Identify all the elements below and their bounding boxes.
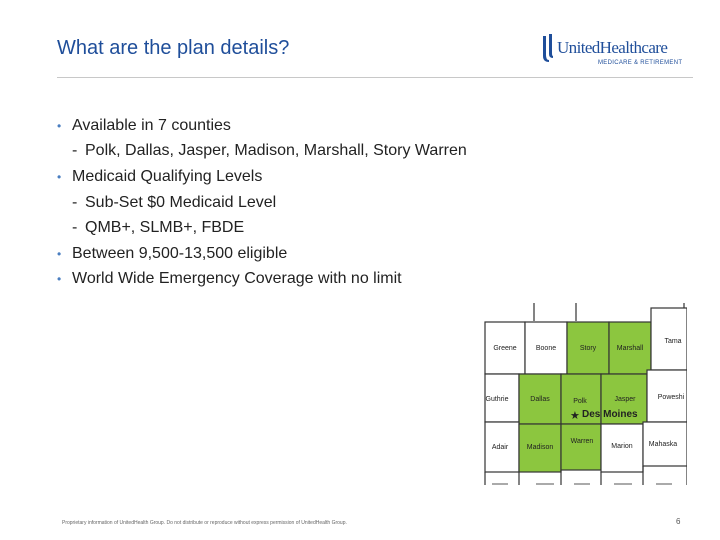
city-label-des-moines: Des Moines bbox=[582, 409, 638, 420]
county-label-jasper: Jasper bbox=[614, 396, 636, 403]
slide-title: What are the plan details? bbox=[57, 37, 290, 59]
bullet-text: World Wide Emergency Coverage with no limit bbox=[72, 270, 402, 288]
sub-bullet-text: Sub-Set $0 Medicaid Level bbox=[85, 193, 277, 211]
city-star-icon: ★ bbox=[570, 410, 580, 422]
dash-marker: - bbox=[72, 142, 78, 160]
bullet-marker: • bbox=[57, 169, 62, 184]
page-number: 6 bbox=[676, 517, 681, 526]
county-label-dallas: Dallas bbox=[530, 396, 550, 403]
sub-bullet-item bbox=[57, 215, 557, 241]
county-label-mahaska: Mahaska bbox=[648, 441, 678, 448]
county-label-adair: Adair bbox=[491, 444, 509, 451]
title-divider bbox=[57, 77, 693, 78]
sub-bullet-text: Polk, Dallas, Jasper, Madison, Marshall, Story Warren bbox=[85, 142, 467, 160]
logo-mark-icon bbox=[540, 34, 556, 64]
county-label-boone: Boone bbox=[535, 345, 557, 352]
bullet-text: Available in 7 counties bbox=[72, 116, 231, 134]
county-label-guthrie: Guthrie bbox=[485, 396, 509, 403]
unitedhealthcare-logo bbox=[540, 32, 690, 68]
county-warren bbox=[561, 424, 601, 470]
county-label-marshall: Marshall bbox=[616, 345, 644, 352]
county-label-polk: Polk bbox=[573, 398, 587, 405]
logo-wordmark: UnitedHealthcare bbox=[557, 38, 668, 57]
dash-marker: - bbox=[72, 193, 78, 211]
sub-bullet-item bbox=[57, 190, 557, 216]
bullet-text: Between 9,500-13,500 eligible bbox=[72, 244, 288, 262]
bullet-item bbox=[57, 267, 557, 293]
bullet-marker: • bbox=[57, 272, 62, 287]
footer-disclaimer: Proprietary information of UnitedHealth Group. Do not distribute or reproduce without express permission of UnitedHealth Group. bbox=[62, 520, 347, 526]
county-label-marion: Marion bbox=[611, 443, 633, 450]
county-map bbox=[484, 303, 687, 485]
logo-tagline: MEDICARE & RETIREMENT bbox=[598, 60, 683, 66]
bullet-item bbox=[57, 164, 557, 190]
county-label-madison: Madison bbox=[526, 444, 554, 451]
county-label-warren: Warren bbox=[570, 438, 594, 445]
bullet-marker: • bbox=[57, 118, 62, 133]
sub-bullet-text: QMB+, SLMB+, FBDE bbox=[85, 219, 245, 237]
bullet-marker: • bbox=[57, 246, 62, 261]
sub-bullet-item bbox=[57, 139, 557, 165]
bullet-list bbox=[57, 113, 557, 292]
county-label-greene: Greene bbox=[493, 345, 517, 352]
county-label-story: Story bbox=[579, 345, 597, 352]
bullet-item bbox=[57, 241, 557, 267]
dash-marker: - bbox=[72, 219, 78, 237]
bullet-item bbox=[57, 113, 557, 139]
county-label-poweshiek: Poweshi bbox=[657, 394, 685, 401]
county-label-tama: Tama bbox=[664, 338, 682, 345]
bullet-text: Medicaid Qualifying Levels bbox=[72, 167, 263, 185]
